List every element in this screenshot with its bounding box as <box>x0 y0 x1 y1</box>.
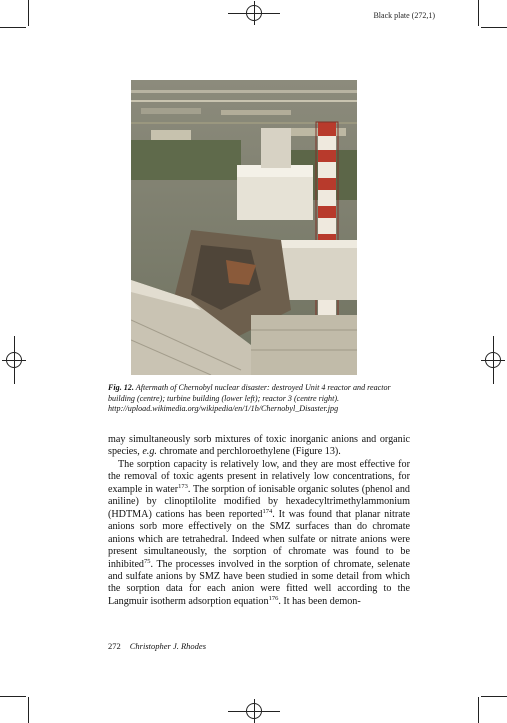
text-run: e.g. <box>142 446 157 458</box>
reference-marker: 174 <box>262 507 273 515</box>
registration-rule <box>493 336 494 384</box>
photo-illustration <box>131 80 357 375</box>
crop-mark <box>481 696 507 697</box>
reference-marker: 75 <box>144 557 151 565</box>
text-run: . The sorption of ionisable organic solutes (phenol and aniline) by clinoptilolite modified by hexadecyltrimethylammonium (HDTMA) cations has been reported <box>108 483 410 520</box>
text-run: . It has been demon- <box>278 595 361 607</box>
crop-mark <box>481 27 507 28</box>
text-run: . It was found that planar nitrate anions sorb more effectively on the SMZ surfaces than do chromate anions which are tetrahedral. Indeed when sulfate or nitrate anions were present simultaneously, the sorption of chromate was found to be inhibited <box>108 508 410 570</box>
figure-caption <box>108 383 410 415</box>
running-author: Christopher J. Rhodes <box>129 641 207 651</box>
crop-mark <box>0 27 26 28</box>
plate-label: Black plate (272,1) <box>373 11 435 20</box>
registration-rule <box>228 711 280 712</box>
text-run: chromate and perchloroethylene (Figure 13). <box>156 446 341 458</box>
figure-caption-text: Aftermath of Chernobyl nuclear disaster: destroyed Unit 4 reactor and reactor building (centre); turbine building (lower left); reactor 3 (centre right). http://upload.wikimedia.org/wikipedia/en/1/1b/Chernobyl_Disaster.jpg <box>108 383 391 414</box>
registration-rule <box>228 13 280 14</box>
crop-mark <box>478 0 479 26</box>
paragraph <box>108 434 410 459</box>
page-number: 272 <box>108 641 121 651</box>
registration-rule <box>14 336 15 384</box>
reference-marker: 173 <box>178 482 188 490</box>
crop-mark <box>478 697 479 723</box>
page-footer <box>108 641 206 651</box>
chernobyl-aerial-photo <box>131 80 357 375</box>
text-run: The sorption capacity is relatively low, and they are most effective for the removal of toxic agents present in relatively low concentrations, for example in water <box>108 458 410 495</box>
figure-label: Fig. 12. <box>108 383 134 392</box>
crop-mark <box>28 0 29 26</box>
crop-mark <box>0 696 26 697</box>
paragraph <box>108 459 410 608</box>
text-run: . The processes involved in the sorption of chromate, selenate and sulfate anions by SMZ have been studied in some detail from which the sorption data for each anion were fitted well according to the Langmuir isotherm adsorption equation <box>108 558 410 607</box>
crop-mark <box>28 697 29 723</box>
body-text <box>108 434 410 608</box>
text-run: may simultaneously sorb mixtures of toxic inorganic anions and organic species, <box>108 434 410 458</box>
reference-marker: 176 <box>268 594 279 602</box>
